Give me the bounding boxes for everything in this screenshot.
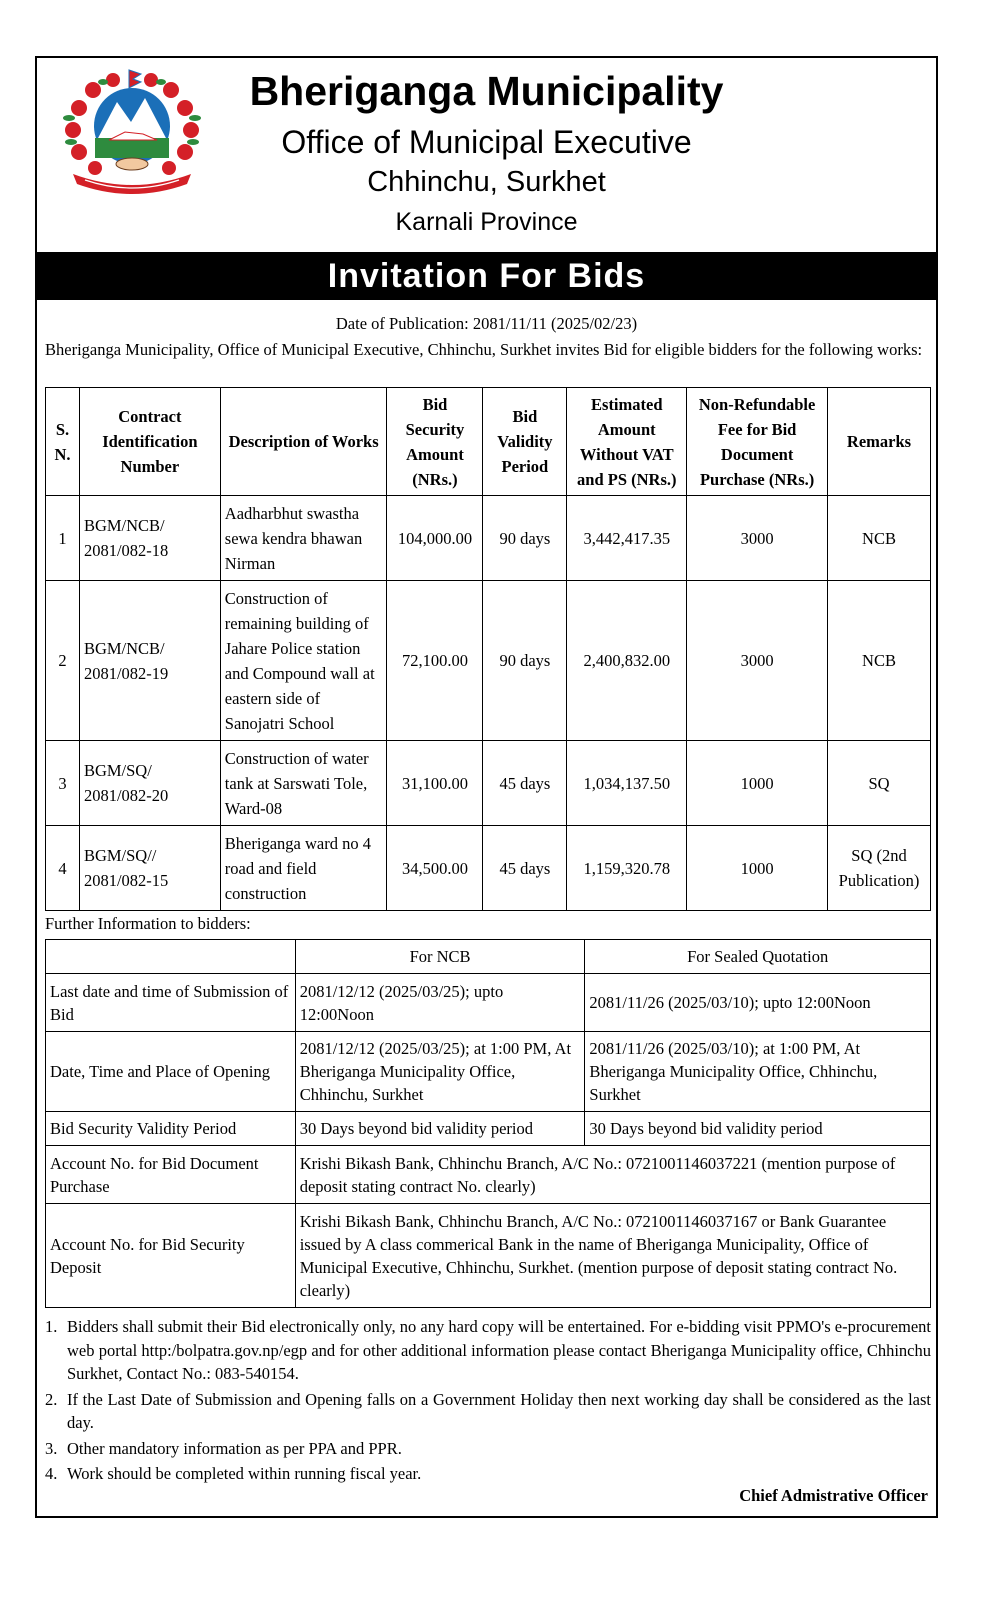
intro-text: Bheriganga Municipality, Office of Municipal Executive, Chhinchu, Surkhet invites Bid for eligible bidders for the following works: [45, 340, 923, 359]
note-text: Bidders shall submit their Bid electronically only, no any hard copy will be entertained. For e-bidding visit PPMO's e-procurement web portal http:/bolpatra.gov.np/egp and for other additional information please contact Bheriganga Municipality office, Chhinchu Surkhet, Contact No.: 083-540154. [67, 1317, 931, 1383]
cell-estimate: 1,159,320.78 [567, 826, 687, 911]
note-number: 3. [45, 1438, 58, 1458]
cell-validity: 45 days [483, 741, 567, 826]
header-estimate: Estimated Amount Without VAT and PS (NRs.) [567, 388, 687, 496]
account-value: Krishi Bikash Bank, Chhinchu Branch, A/C No.: 0721001146037167 or Bank Guarantee issued by A class commerical Bank in the name of Bheriganga Municipality, Office of Municipal Executive, Chhinchu, Surkhet. (mention purpose of deposit stating contract No. clearly) [295, 1204, 930, 1308]
header-sn: S. N. [46, 388, 80, 496]
cell-description: Aadharbhut swastha sewa kendra bhawan Nirman [220, 496, 387, 581]
cell-contract: BGM/SQ// 2081/082-15 [79, 826, 220, 911]
municipality-title: Bheriganga Municipality [249, 68, 724, 114]
further-info-blank-header [46, 940, 296, 974]
cell-remarks: SQ [828, 741, 931, 826]
cell-remarks: NCB [828, 496, 931, 581]
signatory: Chief Admistrative Officer [739, 1486, 928, 1505]
header [37, 58, 936, 252]
office-name: Office of Municipal Executive [281, 124, 692, 160]
invitation-banner: Invitation For Bids [37, 252, 936, 300]
header-remarks: Remarks [828, 388, 931, 496]
list-item [45, 1462, 931, 1486]
note-text: If the Last Date of Submission and Opening falls on a Government Holiday then next working day shall be considered as the last day. [67, 1389, 931, 1432]
cell-description: Bheriganga ward no 4 road and field construction [220, 826, 387, 911]
cell-fee: 1000 [687, 741, 828, 826]
table-row [46, 496, 931, 581]
cell-remarks: NCB [828, 581, 931, 741]
account-value: Krishi Bikash Bank, Chhinchu Branch, A/C No.: 0721001146037221 (mention purpose of deposit stating contract No. clearly) [295, 1146, 930, 1204]
sq-value: 2081/11/26 (2025/03/10); upto 12:00Noon [585, 974, 931, 1032]
table-row [46, 581, 931, 741]
sq-value: 2081/11/26 (2025/03/10); at 1:00 PM, At Bheriganga Municipality Office, Chhinchu, Surkhet [585, 1032, 931, 1112]
row-label: Date, Time and Place of Opening [46, 1032, 296, 1112]
cell-remarks: SQ (2nd Publication) [828, 826, 931, 911]
cell-security: 104,000.00 [387, 496, 483, 581]
further-info-label: Further Information to bidders: [45, 914, 251, 933]
header-for-sq: For Sealed Quotation [585, 940, 931, 974]
table-row [46, 1204, 931, 1308]
cell-sn: 3 [46, 741, 80, 826]
cell-sn: 4 [46, 826, 80, 911]
cell-estimate: 2,400,832.00 [567, 581, 687, 741]
notice-frame [35, 56, 938, 1518]
cell-description: Construction of remaining building of Jahare Police station and Compound wall at eastern side of Sanojatri School [220, 581, 387, 741]
cell-contract: BGM/NCB/ 2081/082-18 [79, 496, 220, 581]
table-row [46, 1032, 931, 1112]
cell-validity: 90 days [483, 496, 567, 581]
cell-fee: 1000 [687, 826, 828, 911]
row-label: Account No. for Bid Security Deposit [46, 1204, 296, 1308]
table-row [46, 741, 931, 826]
cell-description: Construction of water tank at Sarswati Tole, Ward-08 [220, 741, 387, 826]
header-contract: Contract Identification Number [79, 388, 220, 496]
row-label: Last date and time of Submission of Bid [46, 974, 296, 1032]
header-description: Description of Works [220, 388, 387, 496]
bids-table [45, 387, 931, 911]
note-number: 4. [45, 1464, 58, 1483]
cell-security: 31,100.00 [387, 741, 483, 826]
header-validity: Bid Validity Period [483, 388, 567, 496]
further-info-header [46, 940, 931, 974]
header-for-ncb: For NCB [295, 940, 585, 974]
ncb-value: 30 Days beyond bid validity period [295, 1112, 585, 1146]
cell-sn: 2 [46, 581, 80, 741]
cell-estimate: 1,034,137.50 [567, 741, 687, 826]
ncb-value: 2081/12/12 (2025/03/25); upto 12:00Noon [295, 974, 585, 1032]
table-row [46, 1146, 931, 1204]
list-item [45, 1437, 931, 1461]
ncb-value: 2081/12/12 (2025/03/25); at 1:00 PM, At Bheriganga Municipality Office, Chhinchu, Surkhet [295, 1032, 585, 1112]
bids-table-header [46, 388, 931, 496]
further-info-table [45, 939, 931, 1308]
note-text: Other mandatory information as per PPA and PPR. [67, 1438, 402, 1458]
cell-contract: BGM/SQ/ 2081/082-20 [79, 741, 220, 826]
cell-contract: BGM/NCB/ 2081/082-19 [79, 581, 220, 741]
cell-estimate: 3,442,417.35 [567, 496, 687, 581]
publication-date: Date of Publication: 2081/11/11 (2025/02/23) [335, 314, 638, 333]
list-item [45, 1315, 931, 1386]
cell-fee: 3000 [687, 581, 828, 741]
note-text: Work should be completed within running fiscal year. [67, 1464, 422, 1483]
sq-value: 30 Days beyond bid validity period [585, 1112, 931, 1146]
cell-validity: 45 days [483, 826, 567, 911]
table-row [46, 974, 931, 1032]
row-label: Account No. for Bid Document Purchase [46, 1146, 296, 1204]
list-item [45, 1388, 931, 1435]
note-number: 1. [45, 1317, 58, 1336]
table-row [46, 1112, 931, 1146]
header-fee: Non-Refundable Fee for Bid Document Purchase (NRs.) [687, 388, 828, 496]
row-label: Bid Security Validity Period [46, 1112, 296, 1146]
header-security: Bid Security Amount (NRs.) [387, 388, 483, 496]
cell-fee: 3000 [687, 496, 828, 581]
cell-sn: 1 [46, 496, 80, 581]
notes-list [45, 1315, 931, 1488]
province-name: Karnali Province [395, 208, 578, 236]
cell-validity: 90 days [483, 581, 567, 741]
table-row [46, 826, 931, 911]
note-number: 2. [45, 1389, 58, 1409]
office-location: Chhinchu, Surkhet [367, 166, 606, 198]
cell-security: 34,500.00 [387, 826, 483, 911]
cell-security: 72,100.00 [387, 581, 483, 741]
